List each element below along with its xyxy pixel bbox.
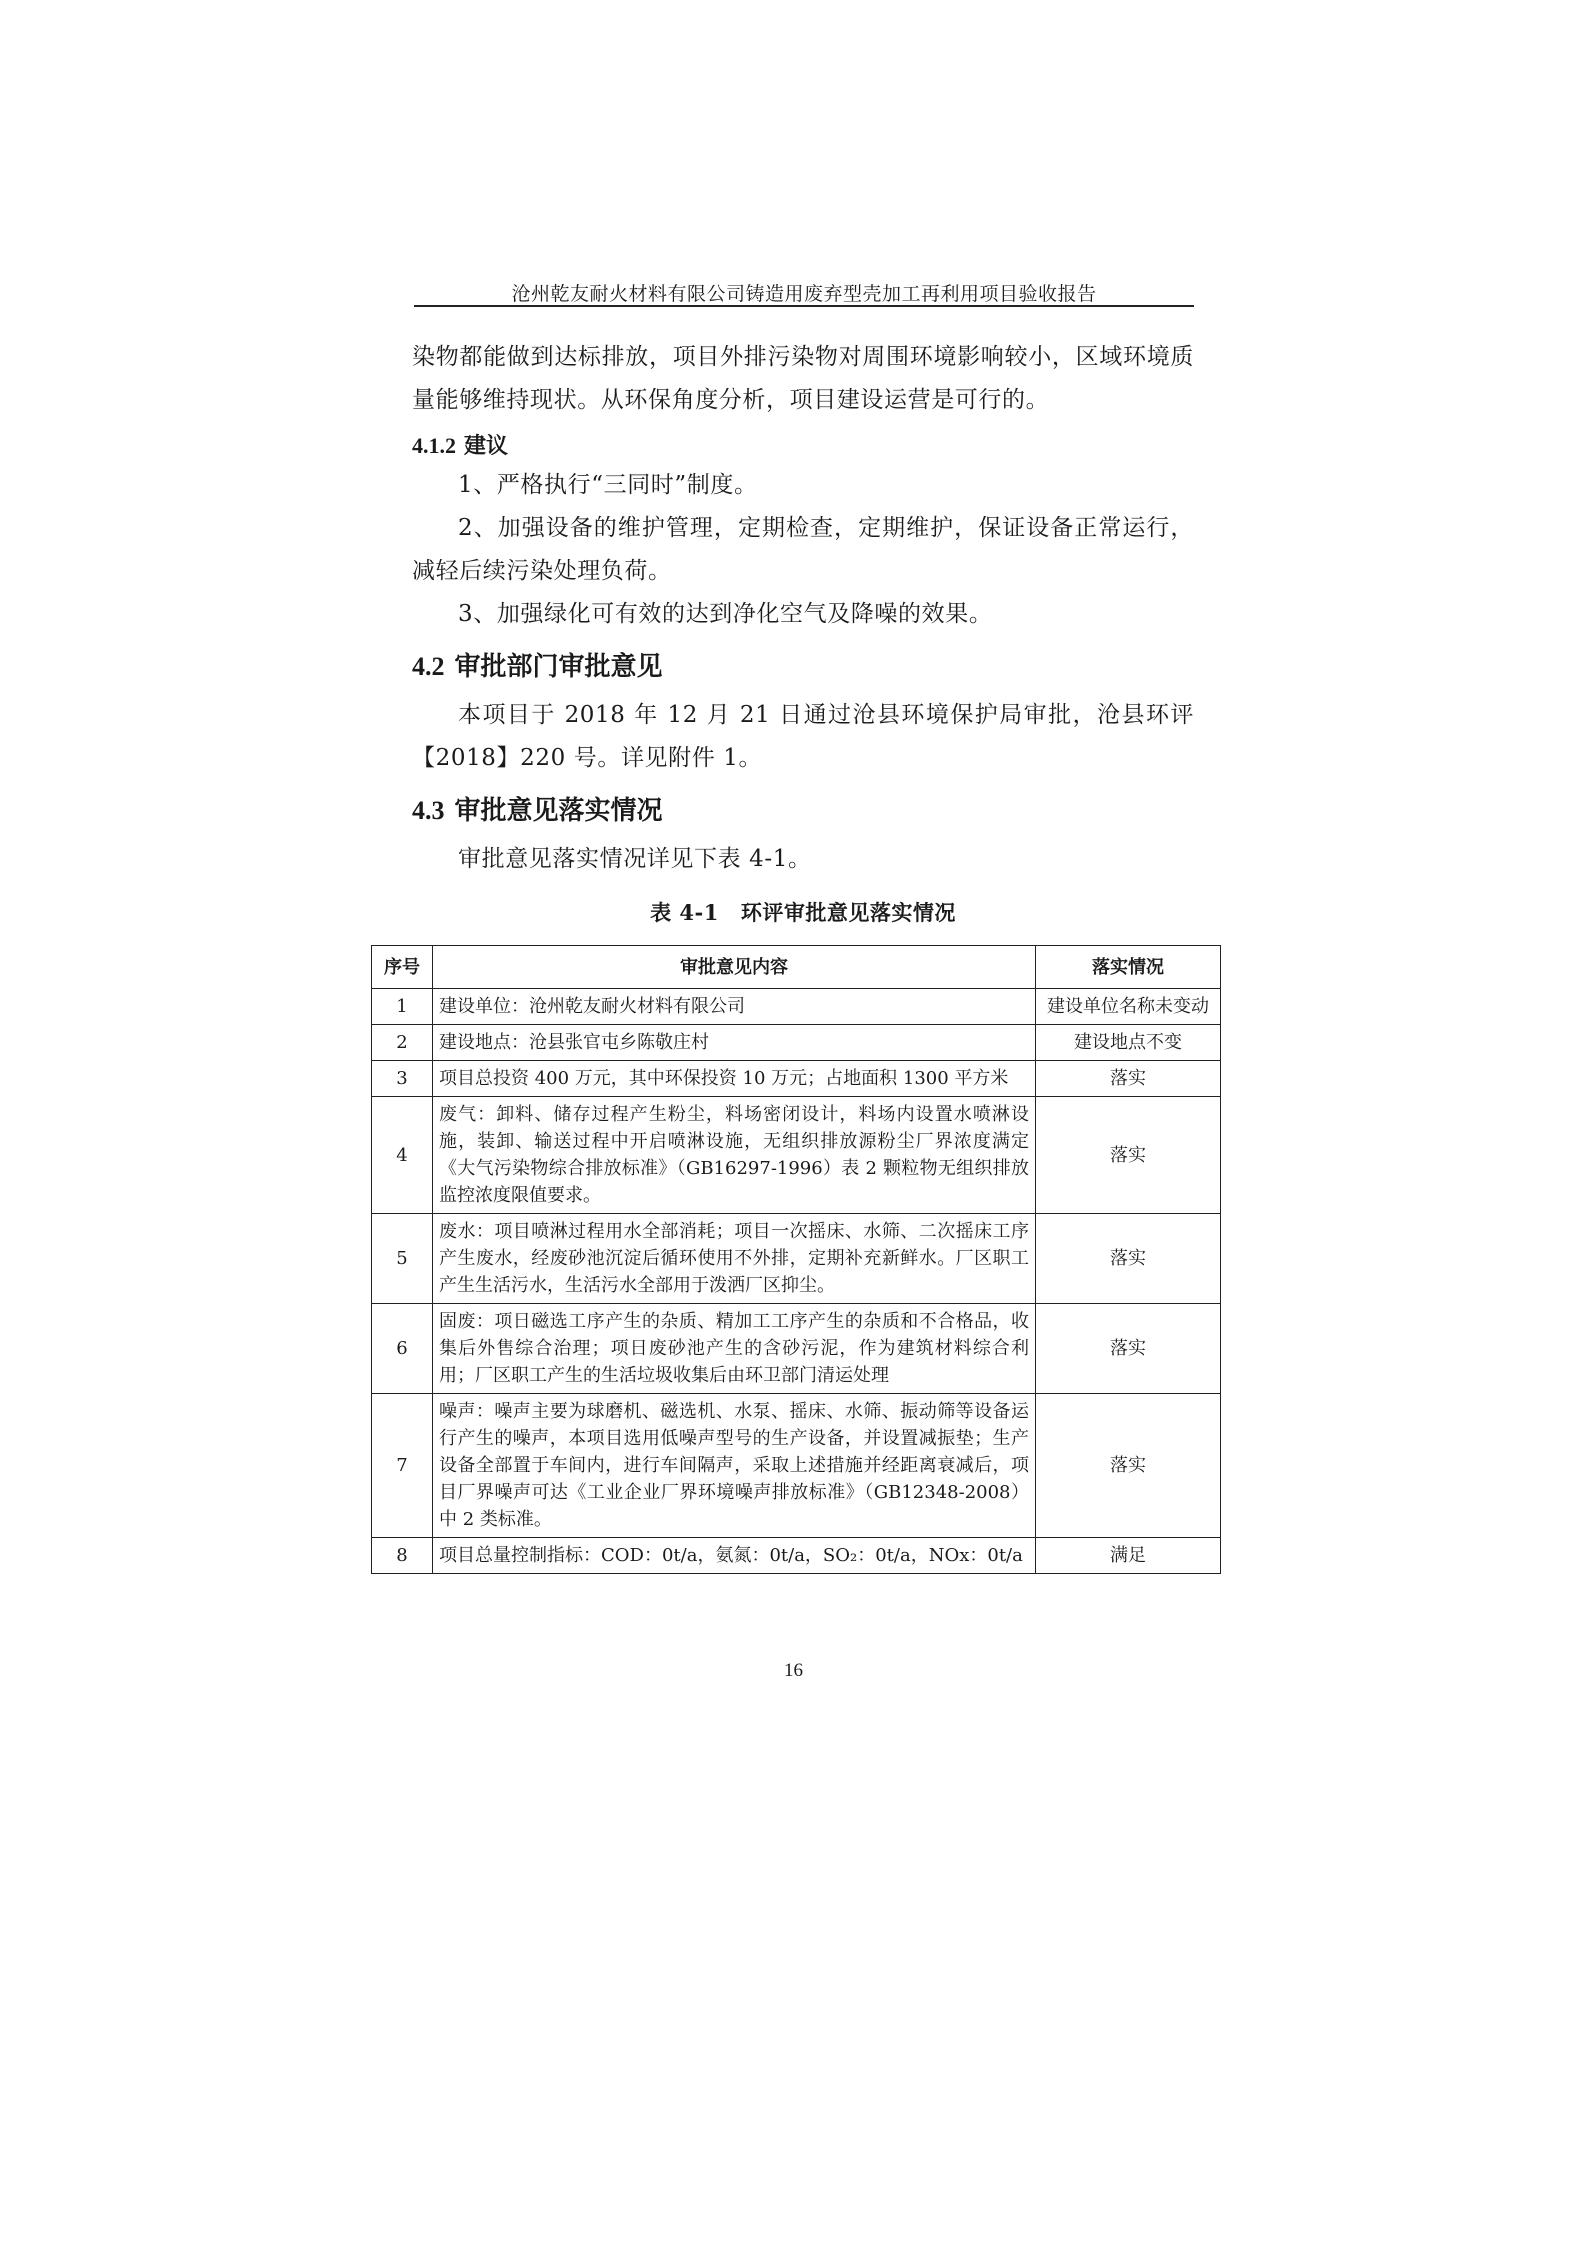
table-caption-number: 表 4-1 — [650, 900, 719, 925]
row-status: 落实 — [1036, 1394, 1221, 1538]
row-no: 6 — [372, 1304, 433, 1394]
section-title: 建议 — [464, 433, 509, 459]
implementation-paragraph: 审批意见落实情况详见下表 4-1。 — [458, 846, 812, 872]
row-content: 废气：卸料、储存过程产生粉尘，料场密闭设计，料场内设置水喷淋设施，装卸、输送过程中开启喷淋设施，无组织排放源粉尘厂界浓度满定《大气污染物综合排放标准》（GB16297-1996）表 2 颗粒物无组织排放监控浓度限值要求。 — [433, 1097, 1036, 1214]
section-title: 审批意见落实情况 — [454, 796, 663, 826]
row-status: 落实 — [1036, 1061, 1221, 1097]
row-no: 1 — [372, 989, 433, 1025]
header-content: 审批意见内容 — [433, 946, 1036, 989]
section-number: 4.1.2 — [412, 433, 456, 458]
row-no: 7 — [372, 1394, 433, 1538]
section-title: 审批部门审批意见 — [454, 652, 663, 682]
table-row — [372, 1538, 1221, 1574]
row-no: 5 — [372, 1214, 433, 1304]
row-content: 废水：项目喷淋过程用水全部消耗；项目一次摇床、水筛、二次摇床工序产生废水，经废砂池沉淀后循环使用不外排，定期补充新鲜水。厂区职工产生生活污水，生活污水全部用于泼洒厂区抑尘。 — [433, 1214, 1036, 1304]
table-caption — [412, 897, 1194, 927]
row-status: 满足 — [1036, 1538, 1221, 1574]
row-no: 3 — [372, 1061, 433, 1097]
section-heading-4-1-2 — [412, 428, 1194, 464]
row-no: 8 — [372, 1538, 433, 1574]
intro-paragraph: 染物都能做到达标排放，项目外排污染物对周围环境影响较小，区域环境质量能够维持现状。从环保角度分析，项目建设运营是可行的。 — [412, 344, 1194, 413]
header-rule — [414, 305, 1194, 307]
row-status: 建设单位名称未变动 — [1036, 989, 1221, 1025]
row-content: 项目总量控制指标：COD：0t/a，氨氮：0t/a，SO₂：0t/a，NOx：0t/a — [433, 1538, 1036, 1574]
table-row — [372, 1394, 1221, 1538]
row-no: 4 — [372, 1097, 433, 1214]
table-caption-title: 环评审批意见落实情况 — [740, 900, 956, 925]
header-status: 落实情况 — [1036, 946, 1221, 989]
section-number: 4.2 — [412, 652, 445, 681]
section-heading-4-3 — [412, 788, 1194, 834]
section-number: 4.3 — [412, 796, 445, 825]
row-content: 固废：项日磁选工序产生的杂质、精加工工序产生的杂质和不合格品，收集后外售综合治理；项日废砂池产生的含砂污泥，作为建筑材料综合利用；厂区职工产生的生活垃圾收集后由环卫部门清运处理 — [433, 1304, 1036, 1394]
row-status: 落实 — [1036, 1214, 1221, 1304]
row-content: 项目总投资 400 万元，其中环保投资 10 万元；占地面积 1300 平方米 — [433, 1061, 1036, 1097]
row-status: 建设地点不变 — [1036, 1025, 1221, 1061]
table-row — [372, 1097, 1221, 1214]
row-content: 建设地点：沧县张官屯乡陈敬庄村 — [433, 1025, 1036, 1061]
suggestion-item-1: 1、严格执行“三同时”制度。 — [458, 472, 758, 498]
table-row — [372, 1304, 1221, 1394]
suggestion-item-2: 2、加强设备的维护管理，定期检查，定期维护，保证设备正常运行，减轻后续污染处理负荷。 — [412, 515, 1194, 584]
page-number: 16 — [784, 1660, 803, 1681]
header-no: 序号 — [372, 946, 433, 989]
approval-paragraph: 本项目于 2018 年 12 月 21 日通过沧县环境保护局审批，沧县环评【2018】220 号。详见附件 1。 — [412, 702, 1194, 771]
section-heading-4-2 — [412, 644, 1194, 690]
row-content: 建设单位：沧州乾友耐火材料有限公司 — [433, 989, 1036, 1025]
document-body — [412, 336, 1194, 939]
table-row — [372, 1214, 1221, 1304]
approval-table — [371, 945, 1221, 1574]
row-status: 落实 — [1036, 1304, 1221, 1394]
suggestion-item-3: 3、加强绿化可有效的达到净化空气及降噪的效果。 — [458, 601, 993, 627]
row-no: 2 — [372, 1025, 433, 1061]
row-content: 噪声：噪声主要为球磨机、磁选机、水泵、摇床、水筛、振动筛等设备运行产生的噪声，本项目选用低噪声型号的生产设备，并设置减振垫；生产设备全部置于车间内，进行车间隔声，采取上述措施并经距离衰减后，项目厂界噪声可达《工业企业厂界环境噪声排放标准》（GB12348-2008）中 2 类标准。 — [433, 1394, 1036, 1538]
table-row — [372, 1061, 1221, 1097]
table-header-row — [372, 946, 1221, 989]
running-header: 沧州乾友耐火材料有限公司铸造用废弃型壳加工再利用项目验收报告 — [511, 283, 1097, 305]
table-row — [372, 989, 1221, 1025]
table-row — [372, 1025, 1221, 1061]
row-status: 落实 — [1036, 1097, 1221, 1214]
